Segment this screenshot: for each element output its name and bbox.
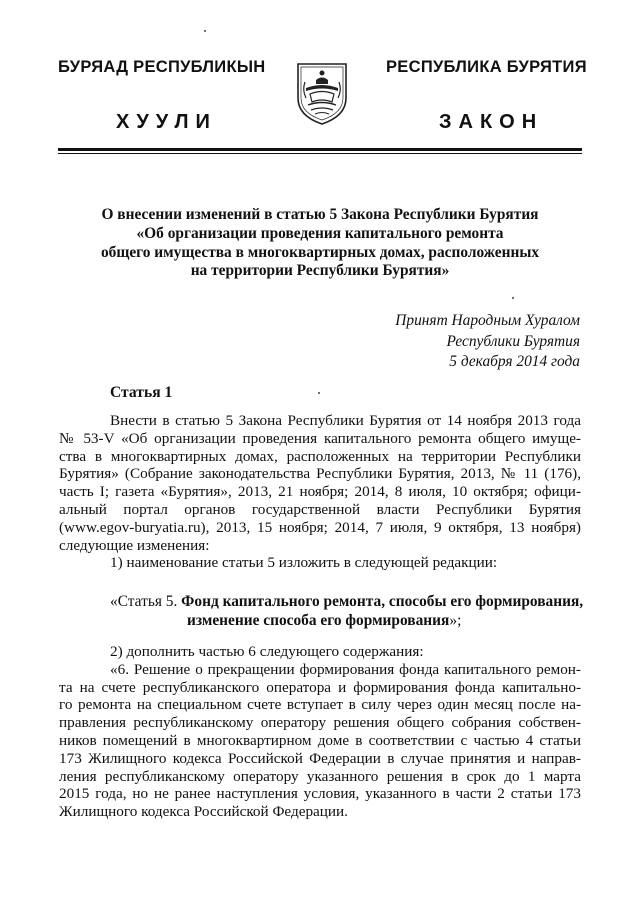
- paragraph-line: «6. Решение о прекращении формирования фонда капитального ремон-: [110, 660, 581, 678]
- paragraph-line: го ремонта на специальном счете вступает в силу через один месяц после на-: [59, 696, 581, 714]
- paragraph-line: ления республиканскому оператору указанного решения в срок до 1 марта: [59, 767, 581, 785]
- law-title-line: общего имущества в многоквартирных домах, расположенных: [100, 243, 540, 261]
- paragraph-line: следующие изменения:: [59, 536, 210, 554]
- paragraph-line: 173 Жилищного кодекса Российской Федерации в случае принятия и направ-: [59, 749, 581, 767]
- adoption-note: [395, 311, 580, 373]
- scan-speck: [204, 30, 206, 32]
- header-right-title: РЕСПУБЛИКА БУРЯТИЯ: [386, 58, 587, 76]
- quote-suffix: »;: [449, 612, 462, 629]
- quote-bold-line: Фонд капитального ремонта, способы его формирования,: [181, 593, 584, 610]
- list-item-1: 1) наименование статьи 5 изложить в следующей редакции:: [110, 554, 498, 572]
- adoption-note-line: 5 декабря 2014 года: [449, 353, 580, 370]
- paragraph-line: (www.egov-buryatia.ru), 2013, 15 ноября; 2014, 7 июля, 9 октября, 13 ноября): [59, 518, 581, 536]
- article-heading: Статья 1: [110, 384, 173, 401]
- article-paragraph-1: [59, 412, 581, 572]
- paragraph-line: Жилищного кодекса Российской Федерации.: [59, 803, 348, 821]
- quoted-article-title: [110, 592, 584, 630]
- header-left-title: БУРЯАД РЕСПУБЛИКЫН: [58, 58, 266, 76]
- paragraph-line: правления республиканскому оператору решения общего собрания собствен-: [59, 714, 581, 732]
- header-right-subtitle: ЗАКОН: [439, 111, 544, 133]
- scan-speck: [318, 392, 320, 394]
- paragraph-line: Внести в статью 5 Закона Республики Бурятия от 14 ноября 2013 года: [110, 412, 581, 429]
- paragraph-line: ства в многоквартирных домах, расположенных на территории Республики: [59, 447, 581, 465]
- adoption-note-line: Принят Народным Хуралом: [395, 312, 580, 329]
- law-title: [60, 206, 580, 281]
- law-title-line: «Об организации проведения капитального ремонта: [136, 224, 504, 242]
- header-left-subtitle: ХУУЛИ: [116, 111, 217, 133]
- scan-speck: [512, 297, 514, 299]
- law-title-line: на территории Республики Бурятия»: [190, 262, 450, 280]
- list-item-2: 2) дополнить частью 6 следующего содержания:: [110, 643, 424, 660]
- paragraph-line: 2015 года, но не ранее наступления условия, указанного в части 2 статьи 173: [59, 785, 581, 803]
- article-paragraph-2: [59, 643, 581, 821]
- paragraph-line: альный портал органов государственной власти Республики Бурятия: [59, 500, 581, 518]
- paragraph-line: Бурятия» (Собрание законодательства Республики Бурятия, 2013, № 11 (176),: [59, 465, 581, 483]
- coat-of-arms-emblem: [292, 58, 352, 128]
- paragraph-line: № 53-V «Об организации проведения капитального ремонта общего имуще-: [59, 429, 581, 447]
- quote-prefix: «Статья 5.: [110, 593, 182, 610]
- header-divider-thin: [58, 153, 582, 154]
- paragraph-line: та на счете республиканского оператора и формирования фонда капитально-: [59, 678, 581, 696]
- paragraph-line: ников помещений в многоквартирном доме в соответствии с частью 4 статьи: [59, 731, 581, 749]
- paragraph-line: часть I; газета «Бурятия», 2013, 21 ноября; 2014, 8 июля, 10 октября; офици-: [59, 483, 581, 501]
- adoption-note-line: Республики Бурятия: [446, 332, 580, 350]
- quote-bold-line: изменение способа его формирования: [187, 612, 450, 629]
- header-divider-thick: [58, 148, 582, 151]
- law-title-line: О внесении изменений в статью 5 Закона Республики Бурятия: [101, 206, 539, 223]
